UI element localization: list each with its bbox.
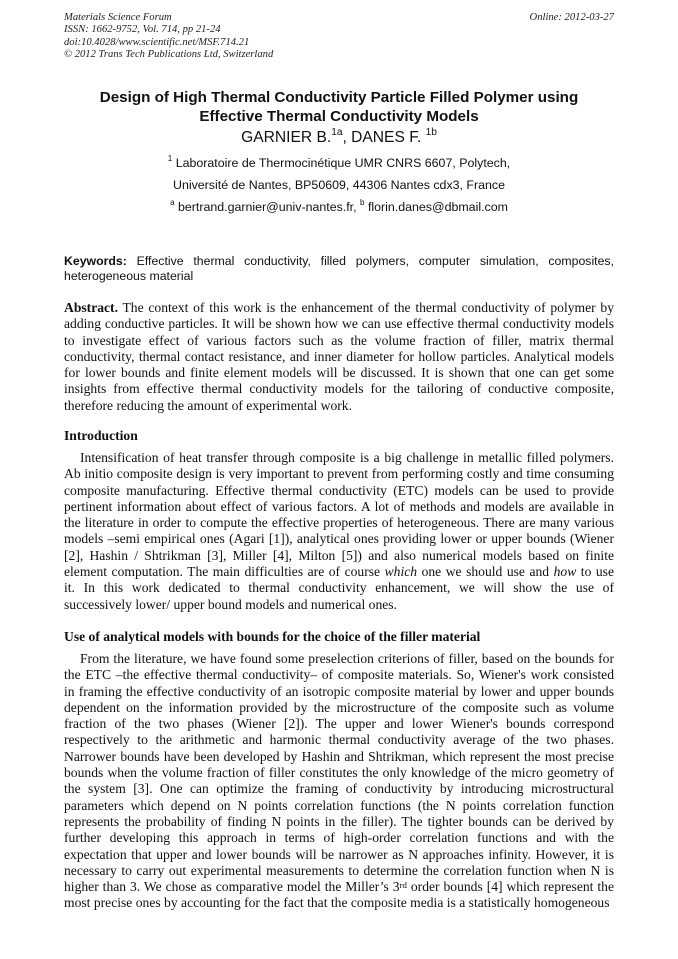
text-segment: composite manufacturing. Effective thermal conductivity (ETC) models can be used to provide bbox=[64, 482, 614, 498]
text-line bbox=[64, 716, 614, 732]
text-line bbox=[64, 483, 614, 499]
emails bbox=[40, 200, 638, 214]
text-segment: most precise ones by accounting for the fact that the composite media is a statistically homogeneous bbox=[64, 895, 610, 911]
text-segment: [2], Hashin / Shtrikman [3], Miller [4], Milton [5]) and also numerical models based on finite bbox=[64, 547, 614, 563]
text-line bbox=[64, 814, 614, 830]
text-segment: the system [3]. One can optimize the framing of conductivity by introducing microstructural bbox=[64, 781, 614, 797]
abstract bbox=[64, 300, 614, 414]
online-date: Online: 2012-03-27 bbox=[529, 12, 614, 23]
text-line bbox=[64, 765, 614, 781]
text-line bbox=[64, 499, 614, 515]
journal-name: Materials Science Forum bbox=[64, 12, 172, 23]
text-segment: to investigate effect of various factors such as the volume fraction of filler, matrix thermal bbox=[64, 332, 614, 348]
text-segment: conductivity, thermal contact resistance, and inner diameter for hollow particles. Analytical models bbox=[64, 348, 614, 364]
text-line bbox=[64, 316, 614, 332]
text-line bbox=[64, 580, 614, 596]
text-line bbox=[64, 398, 614, 414]
text-segment: insights from effective thermal conductivity models for the tailoring of conductive composite, bbox=[64, 381, 614, 397]
text-segment: respectively to the arithmetic and harmonic thermal conductivity average of the two phases. bbox=[64, 732, 614, 748]
issn: ISSN: 1662-9752, Vol. 714, pp 21-24 bbox=[64, 24, 221, 36]
text-segment: therefore reducing the amount of experimental work. bbox=[64, 397, 352, 413]
keywords bbox=[64, 254, 614, 283]
section-body bbox=[64, 651, 614, 912]
text-line bbox=[64, 651, 614, 667]
text-segment: element computation. The main difficulties are of course bbox=[64, 564, 385, 580]
title-line: Design of High Thermal Conductivity Particle Filled Polymer using bbox=[99, 89, 579, 106]
text-line bbox=[64, 830, 614, 846]
author-1-sup: 1a bbox=[331, 127, 343, 138]
text-line bbox=[64, 365, 614, 381]
text-line bbox=[64, 781, 614, 797]
affil-text: Laboratoire de Thermocinétique UMR CNRS 6607, Polytech, bbox=[172, 156, 511, 170]
text-segment: dependent on the information provided by the microstructure of the composite such as volume bbox=[64, 699, 614, 715]
text-line bbox=[64, 847, 614, 863]
text-line bbox=[64, 895, 614, 911]
introduction-heading: Introduction bbox=[64, 428, 138, 443]
text-line bbox=[64, 684, 614, 700]
journal-info bbox=[64, 12, 273, 62]
text-segment: models –semi empirical ones (Agari [1]), analytical ones providing lower or upper bounds (Wiener bbox=[64, 531, 614, 547]
author-2: , DANES F. bbox=[342, 129, 426, 146]
text-segment: to use bbox=[576, 564, 614, 580]
text-segment: expectation that upper and lower bounds will be narrower as N approaches infinity. However, it is bbox=[64, 846, 614, 862]
text-segment: Ab initio composite design is very important to prevent from performing costly and time consuming bbox=[64, 466, 614, 482]
text-line bbox=[64, 300, 614, 316]
text-line bbox=[64, 879, 614, 895]
text-segment: represents the probability of finding N points in the filler). The tighter bounds can be derived by bbox=[64, 813, 614, 829]
email-b[interactable]: florin.danes@dbmail.com bbox=[364, 200, 508, 214]
text-segment: the literature in order to compute the effective properties of heterogeneous. There are many various bbox=[64, 515, 614, 531]
text-line bbox=[64, 450, 614, 466]
text-segment: bounds when the volume fraction of filler constitutes the only knowledge of the micro geometry of bbox=[64, 765, 614, 781]
italic-text: which bbox=[384, 564, 418, 580]
email-sup-a: a bbox=[170, 198, 175, 207]
text-segment: it. In this work dedicated to thermal conductivity enhancement, we will show the use of bbox=[64, 580, 614, 596]
authors bbox=[40, 129, 638, 147]
text-line bbox=[64, 749, 614, 765]
text-line bbox=[64, 531, 614, 547]
text-line bbox=[64, 667, 614, 683]
superscript: rd bbox=[399, 880, 407, 891]
text-segment: order bounds [4] which represent the bbox=[406, 879, 614, 895]
text-segment: one we should use and bbox=[417, 564, 554, 580]
keywords-line: heterogeneous material bbox=[64, 268, 194, 283]
text-segment: fraction of the two phases (Wiener [2]). The upper and lower Wiener's bounds correspond bbox=[64, 716, 614, 732]
text-line bbox=[64, 349, 614, 365]
text-line bbox=[64, 466, 614, 482]
keywords-label: Keywords: bbox=[64, 254, 127, 268]
text-line bbox=[64, 597, 614, 613]
text-line bbox=[64, 798, 614, 814]
keywords-text: Effective thermal conductivity, filled polymers, computer simulation, composites, bbox=[126, 254, 614, 268]
text-segment: Narrower bounds have been developed by Hashin and Shtrikman, which represent the most precise bbox=[64, 748, 614, 764]
author-1: GARNIER B. bbox=[241, 129, 332, 146]
text-segment: pertinent information about effect of various factors. A lot of methods and models are available in bbox=[64, 498, 614, 514]
text-line bbox=[64, 333, 614, 349]
text-segment: the ETC –the effective thermal conductivity– of composite materials. So, Wiener's work consisted bbox=[64, 667, 614, 683]
text-line bbox=[64, 863, 614, 879]
doi: doi:10.4028/www.scientific.net/MSF.714.21 bbox=[64, 36, 250, 48]
keywords-line bbox=[64, 254, 614, 269]
copyright: © 2012 Trans Tech Publications Ltd, Switzerland bbox=[64, 49, 274, 61]
abstract-label: Abstract. bbox=[64, 300, 118, 315]
text-line bbox=[64, 381, 614, 397]
text-segment: successively lower/ upper bound models and numerical ones. bbox=[64, 596, 397, 612]
text-segment: adding conductive particles. It will be shown how we can use effective thermal conductivity models bbox=[64, 316, 614, 332]
text-segment: parameters which depend on N points correlation functions (the N points correlation function bbox=[64, 797, 614, 813]
text-line bbox=[64, 548, 614, 564]
text-segment: Intensification of heat transfer through composite is a big challenge in metallic filled polymers. bbox=[80, 450, 614, 465]
text-segment: necessary to carry out experimental measurements to determine the correlation function when N is bbox=[64, 862, 614, 878]
email-sup-b: b bbox=[360, 198, 365, 207]
affil-sup: 1 bbox=[167, 154, 173, 163]
text-line bbox=[64, 732, 614, 748]
affiliation-line-2: Université de Nantes, BP50609, 44306 Nantes cdx3, France bbox=[173, 178, 505, 192]
section-heading: Use of analytical models with bounds for the choice of the filler material bbox=[64, 629, 481, 644]
text-line bbox=[64, 700, 614, 716]
text-segment: in framing the effective conductivity of an isotropic composite material by lower and upper bounds bbox=[64, 683, 614, 699]
paper-title bbox=[40, 88, 638, 126]
text-segment: The context of this work is the enhancement of the thermal conductivity of polymer by bbox=[117, 300, 614, 315]
italic-text: how bbox=[553, 564, 577, 580]
email-a[interactable]: bertrand.garnier@univ-nantes.fr, bbox=[174, 200, 361, 214]
text-segment: further developing this approach in terms of high-order correlation functions and with the bbox=[64, 830, 614, 846]
text-segment: From the literature, we have found some preselection criterions of filler, based on the bounds for bbox=[80, 651, 614, 666]
text-segment: higher than 3. We chose as comparative model the Miller’s 3 bbox=[64, 879, 400, 895]
author-2-sup: 1b bbox=[425, 127, 437, 138]
introduction-body bbox=[64, 450, 614, 613]
text-segment: for lower bounds and finite element models will be discussed. It is shown that one can get some bbox=[64, 365, 614, 381]
text-line bbox=[64, 564, 614, 580]
text-line bbox=[64, 515, 614, 531]
affiliation-line-1 bbox=[40, 156, 638, 170]
title-line: Effective Thermal Conductivity Models bbox=[199, 108, 479, 125]
